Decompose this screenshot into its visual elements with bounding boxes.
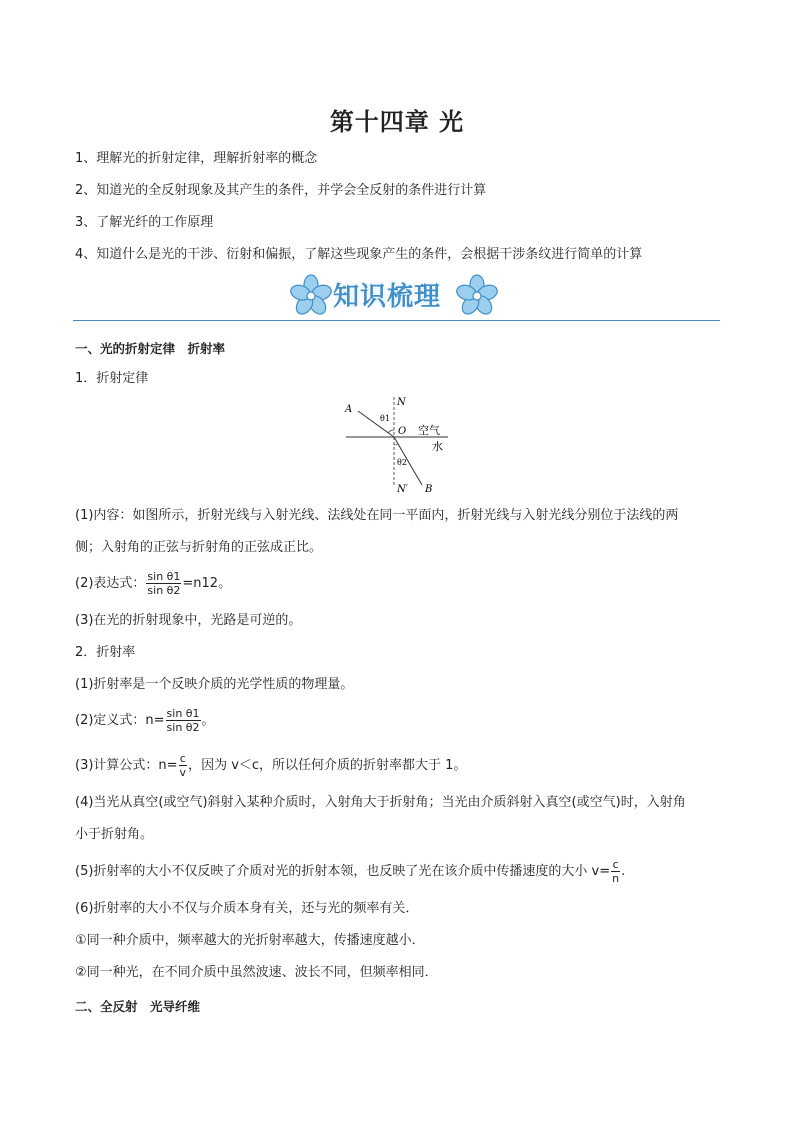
label-air: 空气 — [418, 424, 440, 437]
label-B: B — [425, 484, 433, 495]
flower-icon-right — [455, 274, 499, 318]
label-Nprime: N′ — [397, 484, 409, 495]
fraction-definition: $\frac{\text{sin θ1}}{\text{sin θ2}}$ — [166, 707, 200, 734]
objective-2: 2、知道光的全反射现象及其产生的条件，并学会全反射的条件进行计算 — [75, 183, 487, 198]
section-banner — [289, 274, 499, 320]
label-O: O — [398, 426, 407, 437]
fraction-c-n: $\frac{c}{n}$ — [612, 858, 620, 885]
index-line-7: ①同一种介质中，频率越大的光折射率越大，传播速度越小． — [75, 933, 425, 948]
index-line-1: (1)折射率是一个反映介质的光学性质的物理量。 — [75, 677, 354, 692]
subheading-refraction-law: 1．折射定律 — [75, 371, 149, 386]
reversible-line: (3)在光的折射现象中，光路是可逆的。 — [75, 613, 302, 628]
definition-line: (2)定义式：n= $\frac{\text{sin θ1}}{\text{sin θ2}}$ 。 — [75, 707, 215, 734]
refraction-diagram — [340, 393, 460, 497]
label-A: A — [345, 404, 353, 415]
objective-1: 1、理解光的折射定律，理解折射率的概念 — [75, 151, 318, 166]
label-theta2: θ2 — [397, 458, 407, 467]
index-line-4a: (4)当光从真空(或空气)斜射入某种介质时，入射角大于折射角；当光由介质斜射入真空(或空气)时，入射角 — [75, 795, 686, 810]
section-heading-total-reflection: 二、全反射 光导纤维 — [75, 999, 201, 1014]
banner-title: 知识梳理 — [333, 282, 442, 312]
section-heading-refraction: 一、光的折射定律 折射率 — [75, 341, 226, 356]
index-line-6: (6)折射率的大小不仅与介质本身有关，还与光的频率有关． — [75, 901, 419, 916]
content-para-line1: (1)内容：如图所示，折射光线与入射光线、法线处在同一平面内，折射光线与入射光线分别位于法线的两 — [75, 508, 679, 523]
speed-line: (5)折射率的大小不仅反映了介质对光的折射本领，也反映了光在该介质中传播速度的大小 v= $\frac{c}{n}$ . — [75, 858, 626, 885]
content-para-line2: 侧；入射角的正弦与折射角的正弦成正比。 — [75, 540, 323, 555]
label-theta1: θ1 — [380, 414, 390, 423]
subheading-index: 2．折射率 — [75, 645, 136, 660]
index-line-4b: 小于折射角。 — [75, 827, 154, 842]
page-title: 第十四章 光 — [329, 107, 465, 136]
index-line-8: ②同一种光，在不同介质中虽然波速、波长不同，但频率相同． — [75, 965, 438, 980]
expression-line: (2)表达式： $\frac{\text{sin θ1}}{\text{sin θ2}}$ =n12。 — [75, 570, 232, 597]
label-water: 水 — [432, 440, 443, 453]
divider-line — [73, 320, 720, 321]
fraction-sin: $\frac{\text{sin θ1}}{\text{sin θ2}}$ — [147, 570, 181, 597]
label-N: N — [397, 397, 406, 408]
objective-3: 3、了解光纤的工作原理 — [75, 215, 214, 230]
flower-icon-left — [289, 274, 333, 318]
formula-line: (3)计算公式：n= $\frac{c}{v}$ ，因为 v＜c，所以任何介质的折射率都大于 1。 — [75, 752, 467, 779]
fraction-c-v: $\frac{c}{v}$ — [179, 752, 187, 779]
objective-4: 4、知道什么是光的干涉、衍射和偏振，了解这些现象产生的条件，会根据干涉条纹进行简单的计算 — [75, 247, 643, 262]
